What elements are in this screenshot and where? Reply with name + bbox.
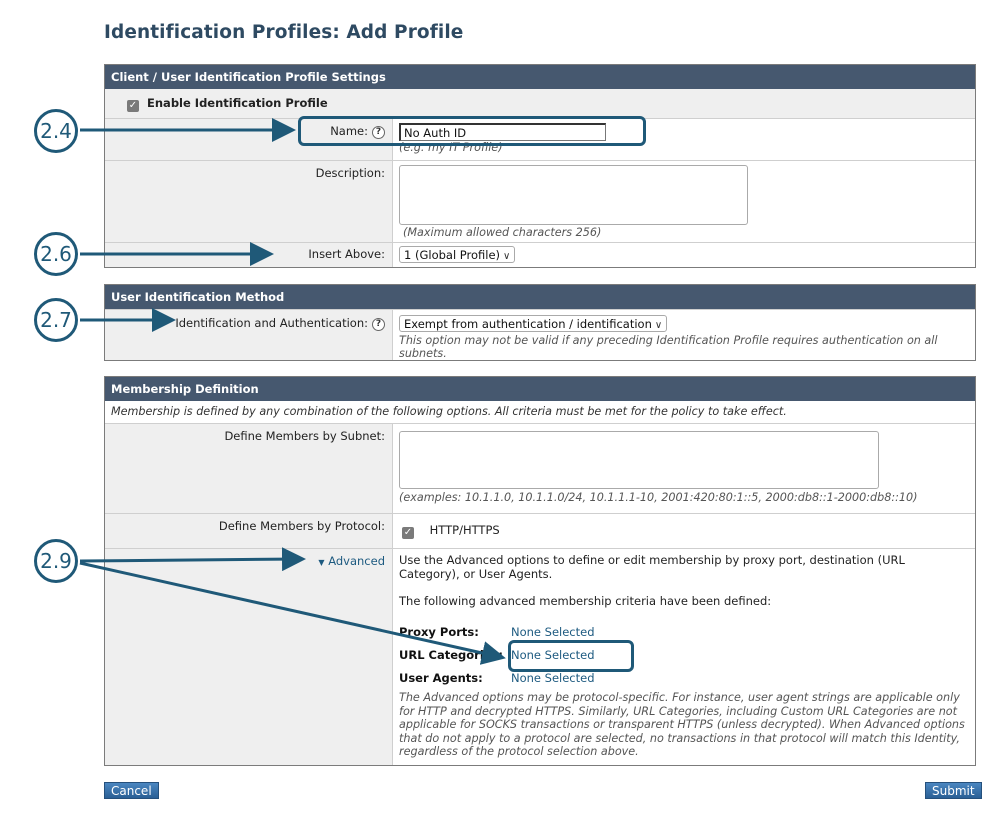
insert-above-label: Insert Above: bbox=[105, 243, 393, 267]
url-categories-label: URL Categories: bbox=[399, 648, 504, 662]
user-id-method-panel bbox=[104, 284, 976, 361]
chevron-down-icon: ∨ bbox=[654, 320, 663, 331]
advanced-criteria bbox=[399, 625, 969, 685]
help-icon[interactable]: ? bbox=[372, 126, 385, 139]
callout-2-6: 2.6 bbox=[34, 232, 78, 276]
user-agents-link[interactable]: None Selected bbox=[511, 671, 595, 685]
auth-value: Exempt from authentication / identification bbox=[404, 317, 652, 331]
advanced-toggle[interactable]: Advanced bbox=[328, 554, 385, 568]
name-label: Name: bbox=[330, 124, 368, 138]
membership-panel bbox=[104, 376, 976, 766]
http-https-checkbox[interactable]: ✓ bbox=[403, 527, 413, 538]
page-title: Identification Profiles: Add Profile bbox=[104, 22, 464, 43]
chevron-down-icon: ∨ bbox=[503, 251, 511, 262]
auth-label: Identification and Authentication: bbox=[175, 316, 368, 330]
user-agents-label: User Agents: bbox=[399, 671, 483, 685]
enable-profile-row bbox=[105, 89, 975, 118]
url-categories-highlight-box bbox=[508, 640, 634, 672]
client-settings-header: Client / User Identification Profile Settings bbox=[105, 65, 975, 89]
insert-above-value: 1 (Global Profile) bbox=[404, 248, 501, 262]
membership-intro: Membership is defined by any combination of the following options. All criteria must be met for the policy to take effect. bbox=[111, 405, 787, 418]
client-settings-panel bbox=[104, 64, 976, 268]
name-hint: (e.g. my IT Profile) bbox=[399, 141, 503, 154]
auth-row bbox=[105, 309, 975, 360]
advanced-description: Use the Advanced options to define or edit membership by proxy port, destination (URL Category), or User Agents. bbox=[399, 553, 905, 581]
advanced-note: The Advanced options may be protocol-specific. For instance, user agent strings are applicable only for HTTP and decrypted HTTPS. Similarly, URL Categories, including Custom URL Categories are not applicable for SOCKS transactions or transparent HTTPS (unless decrypted). When Advanced options that do not apply to a protocol are selected, no transactions in that protocol will match this Identity, regardless of the protocol selection above. bbox=[399, 691, 965, 758]
submit-button[interactable]: Submit bbox=[925, 782, 982, 799]
protocol-label: Define Members by Protocol: bbox=[105, 514, 393, 548]
subnet-hint: (examples: 10.1.1.0, 10.1.1.0/24, 10.1.1.1-10, 2001:420:80:1::5, 2000:db8::1-2000:db8::10) bbox=[399, 491, 918, 504]
membership-header: Membership Definition bbox=[105, 377, 975, 401]
help-icon[interactable]: ? bbox=[372, 318, 385, 331]
auth-select[interactable] bbox=[399, 315, 667, 332]
enable-profile-label: Enable Identification Profile bbox=[147, 96, 328, 110]
http-https-label: HTTP/HTTPS bbox=[429, 523, 500, 537]
protocol-row bbox=[105, 513, 975, 548]
callout-2-4: 2.4 bbox=[34, 109, 78, 153]
description-row bbox=[105, 160, 975, 242]
description-hint: (Maximum allowed characters 256) bbox=[403, 226, 602, 239]
user-id-method-header: User Identification Method bbox=[105, 285, 975, 309]
auth-hint: This option may not be valid if any preceding Identification Profile requires authentication on all subnets. bbox=[399, 334, 938, 360]
proxy-ports-link[interactable]: None Selected bbox=[511, 625, 595, 639]
cancel-button[interactable]: Cancel bbox=[104, 782, 159, 799]
name-highlight-box bbox=[298, 116, 646, 146]
subnet-label: Define Members by Subnet: bbox=[105, 424, 393, 513]
proxy-ports-label: Proxy Ports: bbox=[399, 625, 479, 639]
description-textarea[interactable] bbox=[399, 165, 748, 225]
callout-2-9: 2.9 bbox=[34, 539, 78, 583]
description-label: Description: bbox=[105, 161, 393, 242]
subnet-textarea[interactable] bbox=[399, 431, 879, 489]
triangle-down-icon[interactable]: ▼ bbox=[318, 558, 325, 567]
advanced-defined-text: The following advanced membership criteria have been defined: bbox=[399, 594, 772, 608]
callout-2-7: 2.7 bbox=[34, 298, 78, 342]
auth-label-cell bbox=[105, 310, 393, 360]
insert-above-row bbox=[105, 242, 975, 267]
enable-profile-checkbox[interactable]: ✓ bbox=[128, 100, 138, 111]
advanced-label-cell bbox=[105, 549, 393, 765]
insert-above-select[interactable] bbox=[399, 246, 515, 263]
subnet-row bbox=[105, 423, 975, 513]
url-categories-link[interactable]: None Selected bbox=[511, 648, 595, 662]
